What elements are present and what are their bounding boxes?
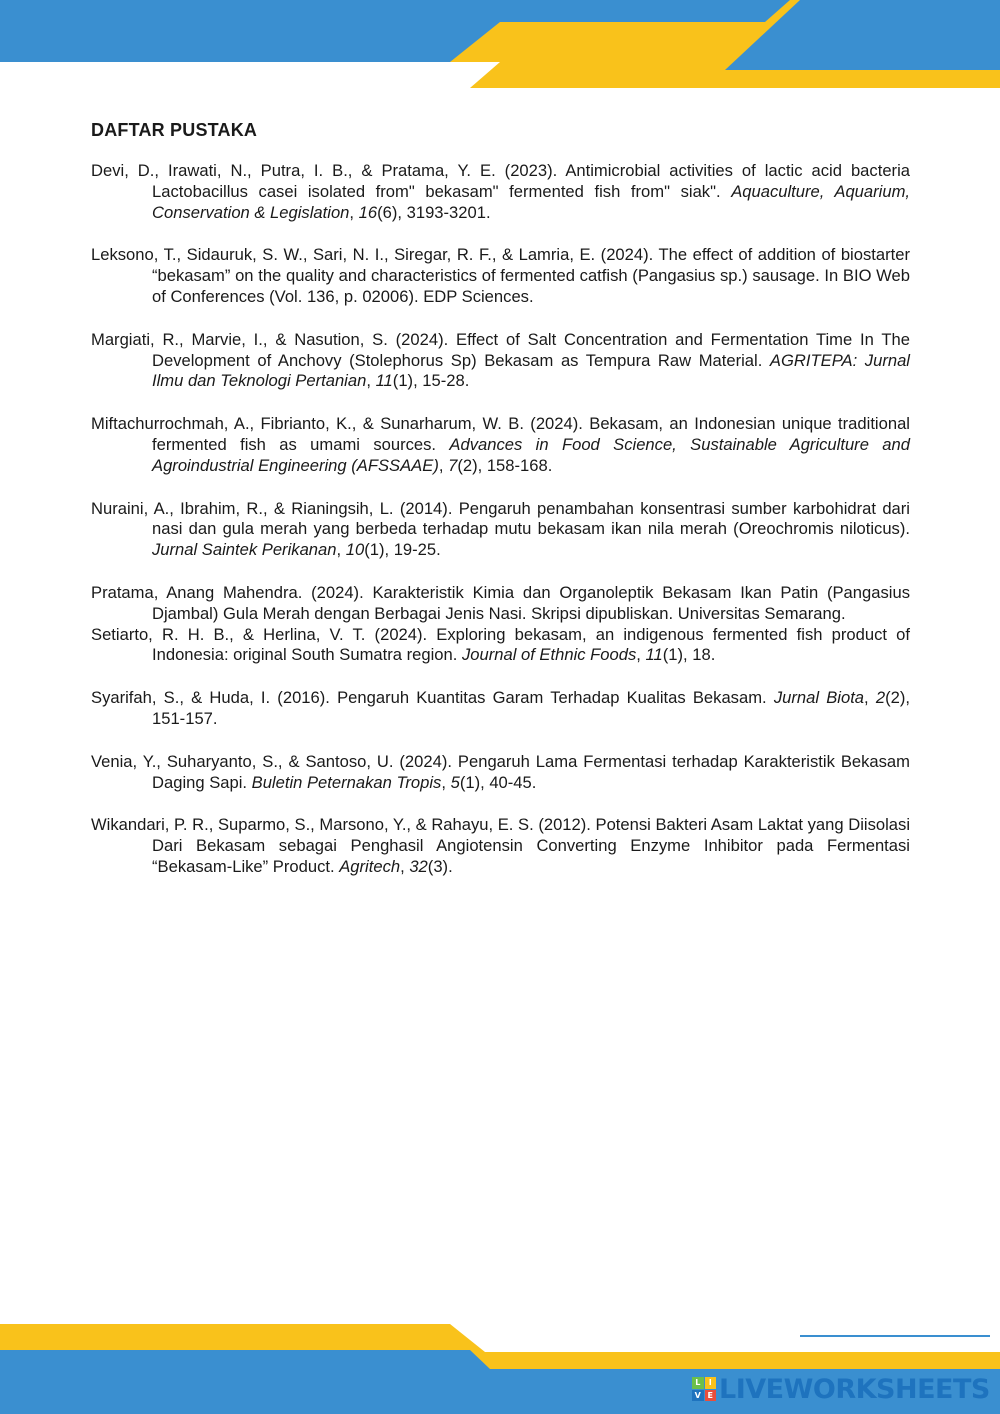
reference-text: (1), 18. — [662, 645, 716, 665]
reference-italic-text: 5 — [450, 772, 460, 792]
reference-entry — [91, 815, 910, 877]
reference-italic-text: 7 — [448, 455, 458, 475]
reference-text: Miftachurrochmah, A., Fibrianto, K., & Sunarharum, W. B. (2024). Bekasam, an Indonesian unique traditional fermented fish as umami sources. — [91, 414, 910, 454]
reference-italic-text: Journal of Ethnic Foods — [461, 645, 637, 665]
reference-italic-text: Buletin Peternakan Tropis — [251, 772, 442, 792]
logo-mark-icon — [692, 1377, 716, 1401]
logo-mark-letter: L — [692, 1377, 704, 1389]
logo-mark-letter: I — [705, 1377, 717, 1389]
reference-text: (1), 15-28. — [392, 371, 470, 391]
reference-italic-text: Aquaculture, Aquarium, Conservation & Legislation — [152, 181, 911, 222]
reference-italic-text: AGRITEPA: Jurnal Ilmu dan Teknologi Pertanian — [152, 350, 910, 391]
reference-text: , — [438, 455, 449, 475]
reference-text: Leksono, T., Sidauruk, S. W., Sari, N. I., Siregar, R. F., & Lamria, E. (2024). The effect of addition of biostarter “bekasam” on the quality and characteristics of fermented catfish (Pangasius sp.) sausage. In BIO Web of Conferences (Vol. 136, p. 02006). EDP Sciences. — [91, 245, 910, 306]
reference-entry — [91, 414, 910, 476]
reference-italic-text: 32 — [409, 856, 428, 876]
reference-entry — [91, 625, 910, 667]
reference-entry — [91, 330, 910, 392]
reference-text: (3). — [427, 856, 453, 876]
reference-entry — [91, 245, 910, 307]
reference-text: , — [636, 645, 646, 665]
reference-text: Syarifah, S., & Huda, I. (2016). Pengaruh Kuantitas Garam Terhadap Kualitas Bekasam. — [91, 688, 774, 708]
reference-text: , — [441, 772, 451, 792]
reference-text: , — [349, 202, 359, 222]
liveworksheets-logo — [692, 1373, 990, 1405]
reference-text: Wikandari, P. R., Suparmo, S., Marsono, Y., & Rahayu, E. S. (2012). Potensi Bakteri Asam Laktat yang Diisolasi Dari Bekasam sebagai Penghasil Angiotensin Converting Enzyme Inhibitor pada Fermentasi “Bekasam-Like” Product. — [91, 815, 911, 876]
reference-text: Pratama, Anang Mahendra. (2024). Karakteristik Kimia dan Organoleptik Bekasam Ikan Patin (Pangasius Djambal) Gula Merah dengan Berbagai Jenis Nasi. Skripsi dipubliskan. Universitas Semarang. — [91, 582, 910, 623]
top-banner-decoration — [0, 0, 1000, 90]
reference-text: Margiati, R., Marvie, I., & Nasution, S. (2024). Effect of Salt Concentration and Fermentation Time In The Development of Anchovy (Stolephorus Sp) Bekasam as Tempura Raw Material. — [91, 329, 910, 370]
reference-italic-text: 10 — [345, 540, 365, 560]
reference-italic-text: Advances in Food Science, Sustainable Agriculture and Agroindustrial Engineering (AFSSAAE) — [152, 434, 910, 475]
logo-mark-letter: E — [705, 1390, 717, 1402]
logo-mark-letter: V — [692, 1390, 704, 1402]
reference-italic-text: Jurnal Saintek Perikanan — [152, 540, 337, 560]
reference-entry — [91, 499, 910, 561]
reference-text: Nuraini, A., Ibrahim, R., & Rianingsih, L. (2014). Pengaruh penambahan konsentrasi sumber karbohidrat dari nasi dan gula merah yang berbeda terhadap mutu bekasam ikan nila merah (Oreochromis niloticus). — [91, 498, 910, 539]
reference-text: (6), 3193-3201. — [377, 202, 491, 222]
reference-text: , — [366, 371, 376, 391]
reference-entry — [91, 161, 910, 223]
reference-text: , — [400, 856, 410, 876]
reference-text: (1), 19-25. — [364, 540, 441, 560]
reference-entry — [91, 688, 910, 730]
reference-text: , — [864, 688, 876, 708]
reference-italic-text: 11 — [645, 645, 663, 665]
reference-italic-text: 11 — [375, 371, 393, 391]
reference-entry — [91, 752, 910, 794]
page-title: DAFTAR PUSTAKA — [91, 120, 258, 140]
reference-entry — [91, 583, 910, 625]
reference-text: Setiarto, R. H. B., & Herlina, V. T. (2024). Exploring bekasam, an indigenous fermented fish product of Indonesia: original South Sumatra region. — [91, 624, 910, 665]
reference-list — [91, 161, 910, 878]
reference-text: Venia, Y., Suharyanto, S., & Santoso, U. (2024). Pengaruh Lama Fermentasi terhadap Karakteristik Bekasam Daging Sapi. — [91, 751, 910, 792]
reference-text: (2), 158-168. — [457, 455, 553, 475]
reference-text: , — [336, 540, 346, 560]
reference-italic-text: Agritech — [339, 856, 401, 876]
reference-italic-text: Jurnal Biota — [773, 688, 865, 708]
logo-text: LIVEWORKSHEETS — [719, 1373, 990, 1405]
reference-italic-text: 16 — [358, 202, 378, 222]
reference-italic-text: 2 — [875, 688, 886, 708]
reference-text: Devi, D., Irawati, N., Putra, I. B., & Pratama, Y. E. (2023). Antimicrobial activities of lactic acid bacteria Lactobacillus casei isolated from" bekasam" fermented fish from" siak". — [91, 161, 910, 201]
reference-text: (2), 151-157. — [152, 688, 910, 728]
reference-text: (1), 40-45. — [459, 772, 537, 792]
